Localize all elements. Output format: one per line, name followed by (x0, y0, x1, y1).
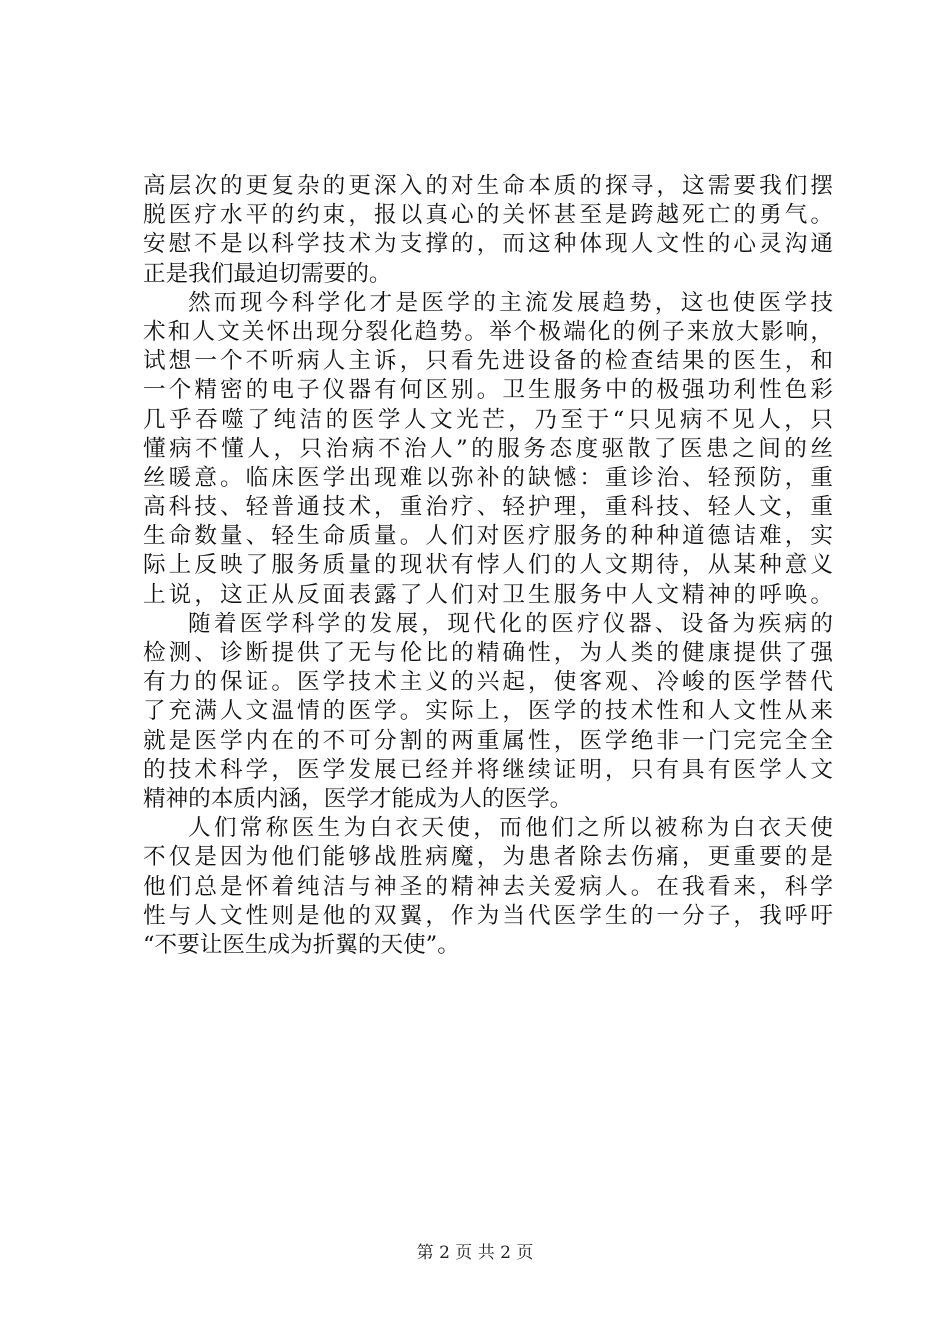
text-line: 了充满人文温情的医学。实际上，医学的技术性和人文性从来 (143, 698, 833, 725)
text-line: 上说，这正从反面表露了人们对卫生服务中人文精神的呼唤。 (143, 581, 833, 608)
text-line: 精神的本质内涵，医学才能成为人的医学。 (143, 785, 573, 812)
text-line: 正是我们最迫切需要的。 (143, 260, 392, 287)
text-line: 际上反映了服务质量的现状有悖人们的人文期待，从某种意义 (143, 552, 833, 579)
text-line: 他们总是怀着纯洁与神圣的精神去关爱病人。在我看来，科学 (143, 873, 833, 900)
page-footer: 第 2 页 共 2 页 (416, 1243, 534, 1263)
text-line: 有力的保证。医学技术主义的兴起，使客观、冷峻的医学替代 (143, 669, 833, 696)
text-line: “不要让医生成为折翼的天使”。 (143, 931, 460, 958)
text-line: 安慰不是以科学技术为支撑的，而这种体现人文性的心灵沟通 (143, 231, 833, 258)
text-line: 懂病不懂人，只治病不治人”的服务态度驱散了医患之间的丝 (143, 435, 833, 462)
body-text (143, 172, 833, 960)
text-line: 高层次的更复杂的更深入的对生命本质的探寻，这需要我们摆 (143, 173, 833, 199)
text-line: 不仅是因为他们能够战胜病魔，为患者除去伤痛，更重要的是 (143, 844, 833, 871)
text-line: 高科技、轻普通技术，重治疗、轻护理，重科技、轻人文，重 (143, 494, 833, 521)
paragraph-first-line: 随着医学科学的发展，现代化的医疗仪器、设备为疾病的 (188, 610, 833, 637)
paragraph-first-line: 人们常称医生为白衣天使，而他们之所以被称为白衣天使 (188, 815, 833, 842)
text-line: 生命数量、轻生命质量。人们对医疗服务的种种道德诘难，实 (143, 523, 833, 550)
text-line: 试想一个不听病人主诉，只看先进设备的检查结果的医生，和 (143, 348, 833, 375)
text-line: 术和人文关怀出现分裂化趋势。举个极端化的例子来放大影响， (143, 318, 833, 345)
paragraph-first-line: 然而现今科学化才是医学的主流发展趋势，这也使医学技 (188, 289, 833, 316)
text-line: 性与人文性则是他的双翼，作为当代医学生的一分子，我呼吁 (143, 902, 833, 929)
text-line: 一个精密的电子仪器有何区别。卫生服务中的极强功利性色彩 (143, 377, 833, 404)
text-line: 就是医学内在的不可分割的两重属性，医学绝非一门完完全全 (143, 727, 833, 754)
text-line: 的技术科学，医学发展已经并将继续证明，只有具有医学人文 (143, 756, 833, 783)
text-line: 几乎吞噬了纯洁的医学人文光芒，乃至于“只见病不见人，只 (143, 406, 833, 433)
text-line: 脱医疗水平的约束，报以真心的关怀甚至是跨越死亡的勇气。 (143, 202, 833, 229)
text-line: 检测、诊断提供了无与伦比的精确性，为人类的健康提供了强 (143, 640, 833, 666)
text-line: 丝暖意。临床医学出现难以弥补的缺憾：重诊治、轻预防，重 (143, 464, 833, 491)
